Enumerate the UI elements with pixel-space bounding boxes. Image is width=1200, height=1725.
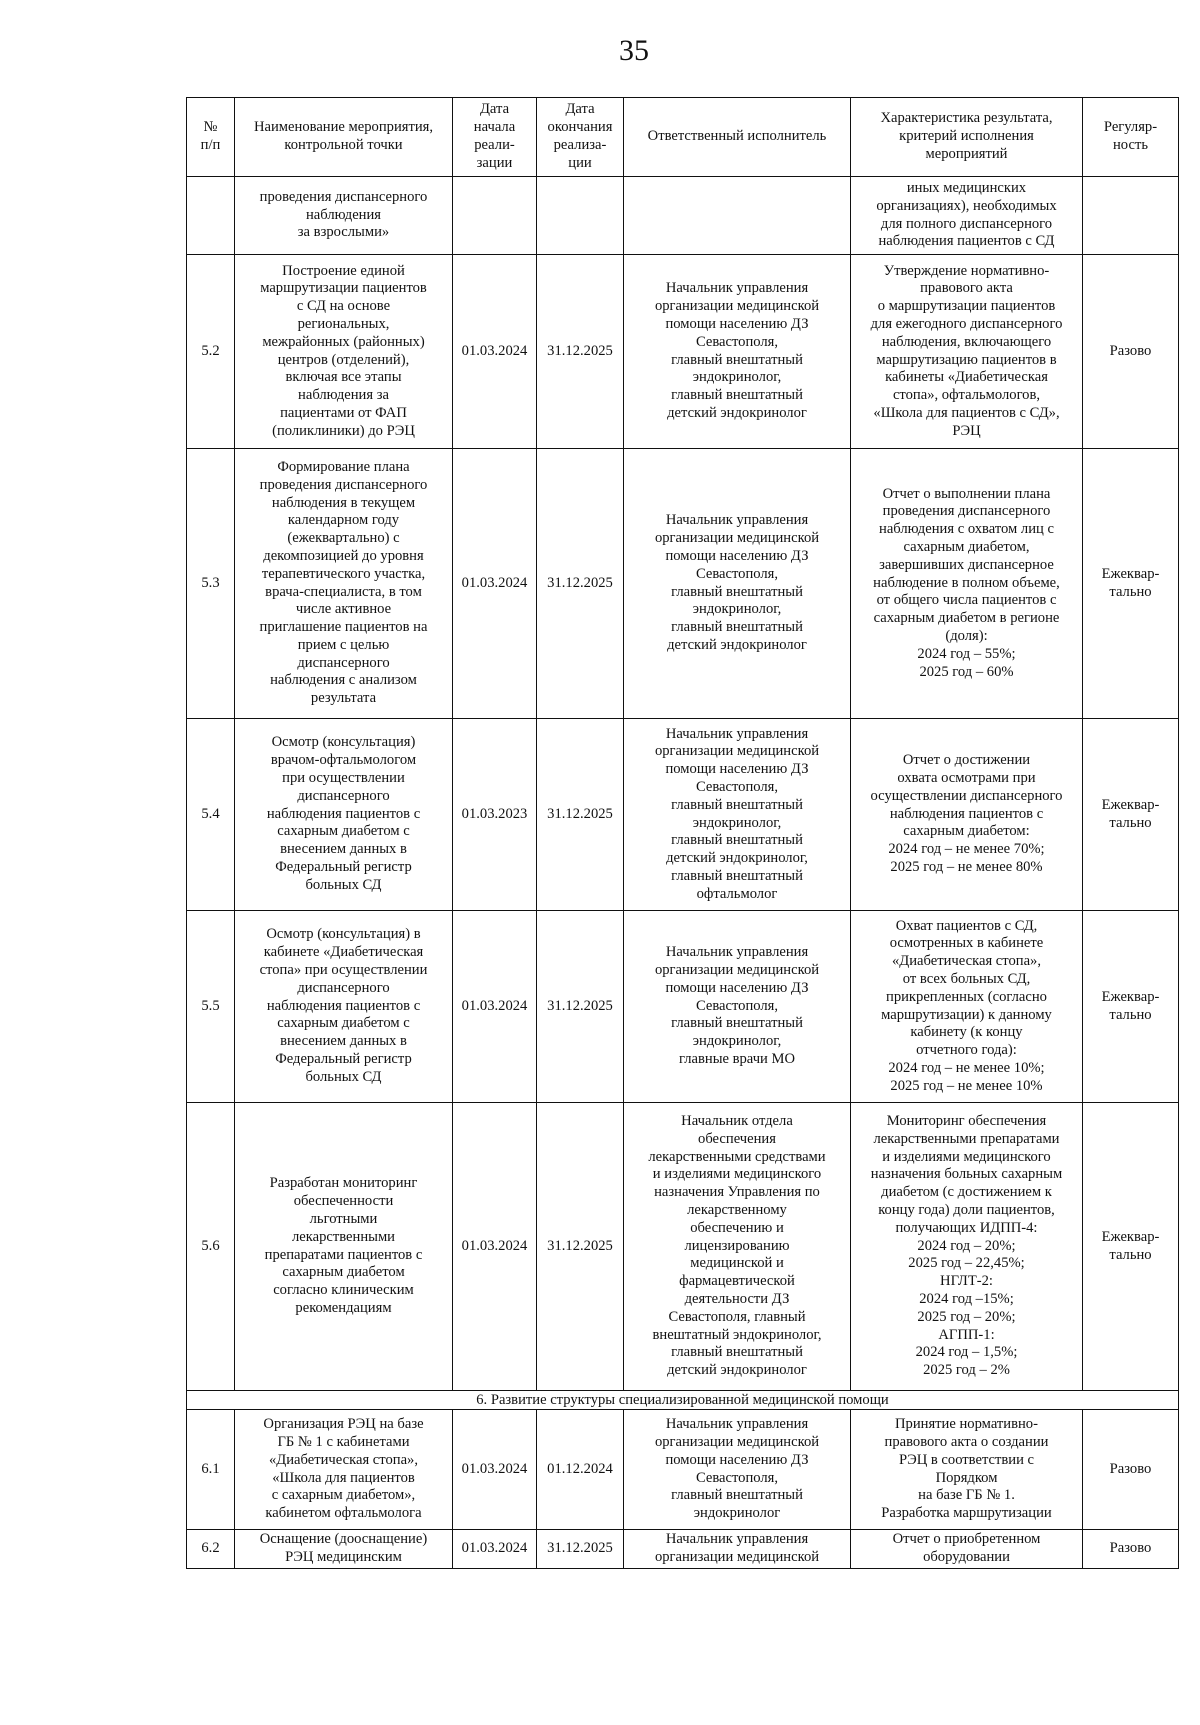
row-num: 6.2: [187, 1530, 235, 1569]
row-responsible: Начальник управления организации медицинской: [624, 1530, 851, 1569]
row-end-date: 31.12.2025: [537, 1103, 624, 1391]
table-row: [187, 911, 1179, 1103]
header-regularity: Регуляр- ность: [1083, 98, 1179, 177]
row-responsible: Начальник управления организации медицинской помощи населению ДЗ Севастополя, главный внештатный эндокринолог, главный внештатный детский эндокринолог: [624, 449, 851, 719]
row-name: Организация РЭЦ на базе ГБ № 1 с кабинетами «Диабетическая стопа», «Школа для пациентов с сахарным диабетом», кабинетом офтальмолога: [235, 1410, 453, 1530]
row-regularity: [1083, 177, 1179, 255]
table-row: [187, 1103, 1179, 1391]
row-end-date: 31.12.2025: [537, 449, 624, 719]
row-start-date: 01.03.2024: [453, 911, 537, 1103]
row-name: Осмотр (консультация) в кабинете «Диабетическая стопа» при осуществлении диспансерного наблюдения пациентов с сахарным диабетом с внесением данных в Федеральный регистр больных СД: [235, 911, 453, 1103]
row-start-date: 01.03.2024: [453, 1103, 537, 1391]
row-name: проведения диспансерного наблюдения за взрослыми»: [235, 177, 453, 255]
header-start-date: Дата начала реали- зации: [453, 98, 537, 177]
row-name: Построение единой маршрутизации пациентов с СД на основе региональных, межрайонных (районных) центров (отделений), включая все этапы наблюдения за пациентами от ФАП (поликлиники) до РЭЦ: [235, 255, 453, 449]
row-start-date: 01.03.2024: [453, 255, 537, 449]
row-result: Утверждение нормативно- правового акта о маршрутизации пациентов для ежегодного диспансерного наблюдения, включающего маршрутизацию пациентов в кабинеты «Диабетическая стопа», офтальмологов, «Школа для пациентов с СД», РЭЦ: [851, 255, 1083, 449]
row-regularity: Ежеквар- тально: [1083, 449, 1179, 719]
row-end-date: 31.12.2025: [537, 719, 624, 911]
row-name: Оснащение (дооснащение) РЭЦ медицинским: [235, 1530, 453, 1569]
row-end-date: 31.12.2025: [537, 1530, 624, 1569]
page-number: 35: [619, 34, 649, 67]
activity-table: [186, 97, 1179, 1569]
table-row: [187, 255, 1179, 449]
row-result: Отчет о приобретенном оборудовании: [851, 1530, 1083, 1569]
row-regularity: Ежеквар- тально: [1083, 1103, 1179, 1391]
header-name: Наименование мероприятия, контрольной точки: [235, 98, 453, 177]
row-num: 5.3: [187, 449, 235, 719]
row-start-date: 01.03.2024: [453, 449, 537, 719]
row-regularity: Ежеквар- тально: [1083, 719, 1179, 911]
row-num: [187, 177, 235, 255]
row-start-date: [453, 177, 537, 255]
header-result: Характеристика результата, критерий исполнения мероприятий: [851, 98, 1083, 177]
row-start-date: 01.03.2024: [453, 1530, 537, 1569]
row-responsible: [624, 177, 851, 255]
row-num: 5.4: [187, 719, 235, 911]
row-responsible: Начальник управления организации медицинской помощи населению ДЗ Севастополя, главный внештатный эндокринолог, главные врачи МО: [624, 911, 851, 1103]
row-result: Мониторинг обеспечения лекарственными препаратами и изделиями медицинского назначения больных сахарным диабетом (с достижением к концу года) доли пациентов, получающих ИДПП-4: 2024 год – 20%; 2025 год – 22,45%; НГЛТ-2: 2024 год –15%; 2025 год – 20%; АГПП-1: 2024 год – 1,5%; 2025 год – 2%: [851, 1103, 1083, 1391]
row-responsible: Начальник управления организации медицинской помощи населению ДЗ Севастополя, главный внештатный эндокринолог, главный внештатный детский эндокринолог: [624, 255, 851, 449]
row-num: 5.6: [187, 1103, 235, 1391]
header-num: № п/п: [187, 98, 235, 177]
row-responsible: Начальник управления организации медицинской помощи населению ДЗ Севастополя, главный внештатный эндокринолог, главный внештатный детский эндокринолог, главный внештатный офтальмолог: [624, 719, 851, 911]
section-title: 6. Развитие структуры специализированной медицинской помощи: [187, 1391, 1179, 1410]
row-start-date: 01.03.2023: [453, 719, 537, 911]
header-end-date: Дата окончания реализа- ции: [537, 98, 624, 177]
header-responsible: Ответственный исполнитель: [624, 98, 851, 177]
row-result: иных медицинских организациях), необходимых для полного диспансерного наблюдения пациентов с СД: [851, 177, 1083, 255]
row-regularity: Ежеквар- тально: [1083, 911, 1179, 1103]
table-header-row: [187, 98, 1179, 177]
row-result: Отчет о выполнении плана проведения диспансерного наблюдения с охватом лиц с сахарным диабетом, завершивших диспансерное наблюдение в полном объеме, от общего числа пациентов с сахарным диабетом в регионе (доля): 2024 год – 55%; 2025 год – 60%: [851, 449, 1083, 719]
row-num: 6.1: [187, 1410, 235, 1530]
row-result: Отчет о достижении охвата осмотрами при осуществлении диспансерного наблюдения пациентов с сахарным диабетом: 2024 год – не менее 70%; 2025 год – не менее 80%: [851, 719, 1083, 911]
row-regularity: Разово: [1083, 1410, 1179, 1530]
table-row: [187, 1410, 1179, 1530]
row-responsible: Начальник управления организации медицинской помощи населению ДЗ Севастополя, главный внештатный эндокринолог: [624, 1410, 851, 1530]
table-row: [187, 719, 1179, 911]
row-responsible: Начальник отдела обеспечения лекарственными средствами и изделиями медицинского назначения Управления по лекарственному обеспечению и лицензированию медицинской и фармацевтической деятельности ДЗ Севастополя, главный внештатный эндокринолог, главный внештатный детский эндокринолог: [624, 1103, 851, 1391]
table-row: [187, 177, 1179, 255]
table-row: [187, 449, 1179, 719]
row-result: Охват пациентов с СД, осмотренных в кабинете «Диабетическая стопа», от всех больных СД, прикрепленных (согласно маршрутизации) к данному кабинету (к концу отчетного года): 2024 год – не менее 10%; 2025 год – не менее 10%: [851, 911, 1083, 1103]
row-num: 5.2: [187, 255, 235, 449]
row-start-date: 01.03.2024: [453, 1410, 537, 1530]
row-name: Осмотр (консультация) врачом-офтальмологом при осуществлении диспансерного наблюдения пациентов с сахарным диабетом с внесением данных в Федеральный регистр больных СД: [235, 719, 453, 911]
row-name: Формирование плана проведения диспансерного наблюдения в текущем календарном году (ежеквартально) с декомпозицией до уровня терапевтического участка, врача-специалиста, в том числе активное приглашение пациентов на прием с целью диспансерного наблюдения с анализом результата: [235, 449, 453, 719]
row-result: Принятие нормативно- правового акта о создании РЭЦ в соответствии с Порядком на базе ГБ № 1. Разработка маршрутизации: [851, 1410, 1083, 1530]
row-end-date: [537, 177, 624, 255]
row-end-date: 31.12.2025: [537, 255, 624, 449]
row-num: 5.5: [187, 911, 235, 1103]
section-row: [187, 1391, 1179, 1410]
table-row: [187, 1530, 1179, 1569]
row-end-date: 31.12.2025: [537, 911, 624, 1103]
row-regularity: Разово: [1083, 255, 1179, 449]
row-name: Разработан мониторинг обеспеченности льготными лекарственными препаратами пациентов с сахарным диабетом согласно клиническим рекомендациям: [235, 1103, 453, 1391]
row-regularity: Разово: [1083, 1530, 1179, 1569]
row-end-date: 01.12.2024: [537, 1410, 624, 1530]
